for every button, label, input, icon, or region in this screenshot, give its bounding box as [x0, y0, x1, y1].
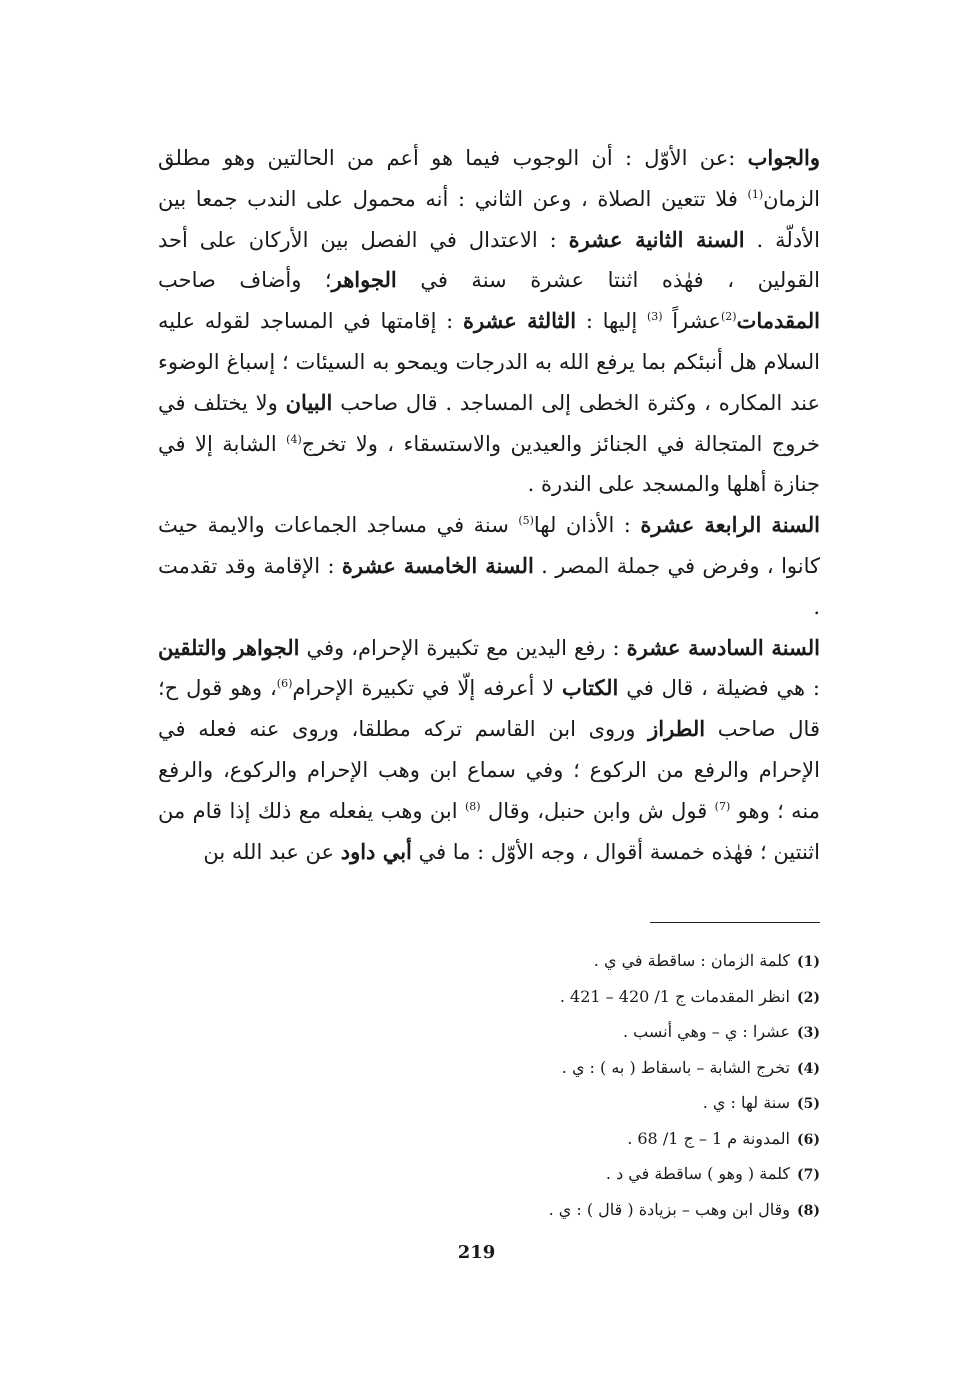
- text-run: عشراً: [662, 309, 721, 334]
- footnote-ref: (1): [747, 187, 764, 201]
- bold-term: الطراز: [648, 716, 706, 742]
- text-run: الشابة إلا في جنازة أهلها والمسجد على الندرة .: [158, 431, 820, 497]
- footnote-item: [420, 1086, 820, 1122]
- footnote-text: سنة لها : ي .: [702, 1093, 790, 1112]
- footnote-item: [420, 1157, 820, 1193]
- text-run: : الإقامة وقد تقدمت .: [158, 553, 820, 619]
- footnote-divider: [650, 922, 820, 923]
- text-run: : الأذان لها: [533, 513, 641, 538]
- text-run: : الاعتدال في الفصل بين الأركان على أحد القولين ، فهٰذه اثنتا عشرة سنة في: [158, 227, 821, 293]
- text-run: ، وهو قول ح؛ قال صاحب: [158, 676, 820, 742]
- footnote-item: [420, 1051, 820, 1087]
- text-run: قول ش وابن حنبل، وقال: [480, 798, 715, 823]
- bold-term: أبي داود: [340, 838, 412, 864]
- footnote-number: (1): [797, 954, 820, 970]
- bold-term: السنة الرابعة عشرة: [640, 512, 820, 538]
- footnote-item: [420, 1015, 820, 1051]
- bold-term: الثالثة عشرة: [462, 308, 577, 334]
- text-run: ابن وهب يفعله مع ذلك إذا قام من اثنتين ؛ فهٰذه خمسة أقوال ، وجه الأوّل : ما في: [158, 798, 820, 864]
- text-run: عن عبد الله بن: [203, 839, 341, 864]
- footnote-ref: (2): [720, 310, 737, 324]
- text-run: وروى ابن القاسم تركه مطلقا، وروى عنه فعله في الإحرام والرفع من الركوع ؛ وفي سماع ابن وهب الإحرام والركوع، والرفع منه ؛ وهو: [158, 717, 821, 823]
- footnote-number: (4): [797, 1060, 820, 1077]
- bold-term: البيان: [285, 389, 333, 415]
- footnote-number: (6): [797, 1131, 820, 1148]
- footnote-number: (3): [797, 1025, 820, 1041]
- text-run: سنة في مساجد الجماعات والايمة حيث كانوا ، وفرض في جملة المصر .: [158, 513, 820, 578]
- paragraph: [158, 505, 820, 627]
- footnote-text: انظر المقدمات ج 1/ 420 – 421 .: [559, 986, 790, 1006]
- footnote-number: (2): [797, 989, 820, 1006]
- footnote-item: [420, 1193, 820, 1229]
- footnote-ref: (6): [276, 677, 293, 691]
- page-number: 219: [457, 1242, 496, 1263]
- bold-term: الجواهر والتلقين: [158, 634, 300, 660]
- paragraph: [158, 628, 820, 873]
- text-run: ؛ وأضاف صاحب: [158, 268, 332, 293]
- footnote-ref: (8): [464, 799, 481, 813]
- bold-term: الجواهر: [331, 267, 397, 293]
- paragraph: [158, 138, 820, 505]
- text-run: :عن الأوّل : أن الوجوب فيما هو أعم من الحالتين وهو مطلق الزمان: [158, 146, 820, 211]
- main-text: [158, 138, 820, 872]
- footnote-item: [420, 1122, 820, 1158]
- footnote-text: كلمة الزمان : ساقطة في ي .: [593, 951, 790, 970]
- footnote-ref: (7): [714, 799, 731, 813]
- footnote-text: عشرا : ي – وهي أنسب .: [623, 1022, 790, 1041]
- footnote-ref: (3): [646, 310, 663, 324]
- footnote-ref: (4): [286, 432, 302, 446]
- footnote-number: (8): [797, 1202, 820, 1219]
- footnote-text: تخرج الشابة – باسقاط ( به ) : ي .: [561, 1057, 790, 1077]
- bold-term: المقدمات: [736, 308, 820, 334]
- footnotes-list: [420, 944, 820, 1228]
- footnote-number: (5): [797, 1096, 820, 1112]
- text-run: : رفع اليدين مع تكبيرة الإحرام، وفي: [299, 635, 627, 660]
- footnote-item: [420, 944, 820, 980]
- footnote-text: المدونة م 1 – ج 1/ 68 .: [627, 1128, 790, 1148]
- bold-term: السنة السادسة عشرة: [626, 634, 820, 660]
- footnote-item: [420, 980, 820, 1016]
- bold-term: الكتاب: [562, 675, 619, 701]
- text-run: : هي فضيلة ، قال في: [618, 676, 820, 701]
- bold-term: والجواب: [747, 145, 820, 170]
- text-run: فلا تتعين الصلاة ، وعن الثاني : أنه محمول على الندب جمعا بين الأدلّة .: [158, 186, 820, 252]
- footnote-ref: (5): [518, 514, 534, 528]
- text-run: إليها :: [576, 309, 647, 334]
- bold-term: السنة الخامسة عشرة: [341, 552, 534, 578]
- footnote-number: (7): [797, 1167, 820, 1183]
- text-run: ولا يختلف في خروج المتجالة في الجنائز والعيدين والاستسقاء ، ولا تخرج: [158, 390, 820, 456]
- footnote-text: وقال ابن وهب – بزيادة ( قال ) : ي .: [548, 1199, 790, 1219]
- text-run: لا أعرفه إلّا في تكبيرة الإحرام: [292, 676, 563, 701]
- text-run: : إقامتها في المساجد لقوله عليه السلام هل أنبئكم بما يرفع الله به الدرجات ويمحو به السيئات ؛ إسباغ الوضوء عند المكاره ، وكثرة الخطى إلى المساجد . قال صاحب: [158, 309, 820, 415]
- bold-term: السنة الثانية عشرة: [568, 226, 745, 252]
- footnote-text: كلمة ( وهو ) ساقطة في د .: [605, 1164, 790, 1183]
